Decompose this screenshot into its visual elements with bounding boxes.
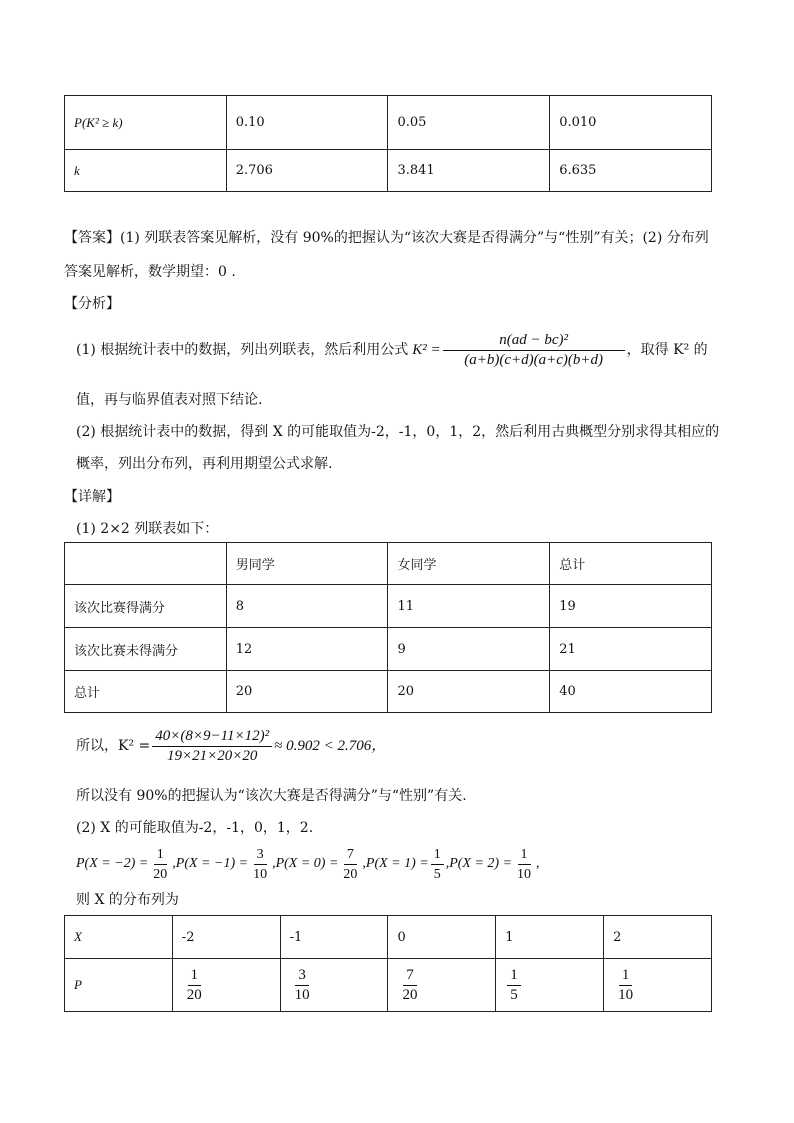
distribution-table xyxy=(64,915,712,1012)
prob-lhs: P(X = −2) = xyxy=(76,856,149,871)
dist-p-num: 1 xyxy=(619,967,633,986)
dist-p-cell xyxy=(388,959,496,1012)
crit-p-cell: 0.10 xyxy=(226,96,388,150)
table-cell: 19 xyxy=(550,585,712,628)
analysis-line-1-post: ，取得 K² 的 xyxy=(626,342,708,358)
calc-prefix: 所以，K² = xyxy=(76,738,151,754)
dist-p-den: 20 xyxy=(186,986,202,1003)
table-cell: 21 xyxy=(550,628,712,671)
prob-den: 20 xyxy=(153,866,168,882)
table-row xyxy=(65,671,712,713)
crit-p-cell: 0.010 xyxy=(550,96,712,150)
analysis-line-2: 值，再与临界值表对照下结论. xyxy=(76,392,263,408)
table-cell: 11 xyxy=(388,585,550,628)
k2-calculation xyxy=(76,726,386,766)
dist-x-cell: 1 xyxy=(496,916,604,959)
table-row xyxy=(65,585,712,628)
table-row xyxy=(65,959,712,1012)
dist-x-cell: 2 xyxy=(604,916,712,959)
table-cell: 该次比赛得满分 xyxy=(65,585,227,628)
critical-value-table xyxy=(64,95,712,192)
dist-x-label: X xyxy=(65,916,173,959)
prob-fraction xyxy=(431,846,444,883)
table-row xyxy=(65,628,712,671)
dist-p-cell xyxy=(496,959,604,1012)
distribution-label: 则 X 的分布列为 xyxy=(76,892,179,908)
table-cell: 总计 xyxy=(65,671,227,713)
prob-num: 7 xyxy=(344,846,357,865)
crit-p-cell: 0.05 xyxy=(388,96,550,150)
table-cell: 该次比赛未得满分 xyxy=(65,628,227,671)
dist-p-num: 3 xyxy=(295,967,309,986)
table-header-cell: 男同学 xyxy=(226,543,388,585)
crit-row-label-p: P(K² ≥ k) xyxy=(65,96,227,150)
prob-lhs: P(X = −1) = xyxy=(175,856,249,871)
table-header-cell: 女同学 xyxy=(388,543,550,585)
prob-fraction xyxy=(250,846,270,883)
table-cell: 40 xyxy=(550,671,712,713)
calc-conclusion: 所以没有 90%的把握认为“该次大赛是否得满分”与“性别”有关. xyxy=(76,788,467,804)
dist-p-cell xyxy=(172,959,280,1012)
analysis-heading: 【分析】 xyxy=(64,296,120,312)
prob-den: 20 xyxy=(343,866,358,882)
prob-fraction xyxy=(514,846,534,883)
table-cell: 12 xyxy=(226,628,388,671)
prob-den: 10 xyxy=(253,866,268,882)
crit-row-label-k: k xyxy=(65,150,227,192)
dist-p-fraction xyxy=(184,967,205,1004)
dist-p-fraction xyxy=(399,967,420,1004)
prob-lhs: P(X = 1) = xyxy=(365,856,429,871)
calc-denominator: 19×21×20×20 xyxy=(167,747,258,764)
table-cell: 9 xyxy=(388,628,550,671)
dist-p-label: P xyxy=(65,959,173,1012)
dist-p-fraction xyxy=(507,967,521,1004)
answer-line-2: 答案见解析，数学期望：0 . xyxy=(64,264,236,280)
answer-line-1: 【答案】(1) 列联表答案见解析，没有 90%的把握认为“该次大赛是否得满分”与“性别”有关；(2) 分布列 xyxy=(64,230,709,246)
contingency-table xyxy=(64,542,712,713)
analysis-line-1-pre: (1) 根据统计表中的数据，列出列联表，然后利用公式 xyxy=(76,342,409,358)
calc-result: ≈ 0.902 < 2.706， xyxy=(274,738,387,754)
prob-fraction xyxy=(150,846,170,883)
dist-p-fraction xyxy=(615,967,636,1004)
dist-p-cell xyxy=(280,959,388,1012)
calc-numerator: 40×(8×9−11×12)² xyxy=(152,728,272,747)
analysis-line-3: (2) 根据统计表中的数据，得到 X 的可能取值为-2，-1，0，1，2，然后利用古典概型分别求得其相应的 xyxy=(76,424,720,440)
dist-p-fraction xyxy=(292,967,313,1004)
prob-num: 1 xyxy=(154,846,167,865)
dist-x-cell: -2 xyxy=(172,916,280,959)
table-cell: 20 xyxy=(226,671,388,713)
part2-intro: (2) X 的可能取值为-2，-1，0，1，2. xyxy=(76,820,314,836)
dist-p-den: 10 xyxy=(294,986,310,1003)
dist-p-den: 5 xyxy=(510,986,518,1003)
probability-line: P(X = −2) = $\frac{1}{20}$ , P(X = −1) = $\frac{3}{10}$ , P(X = 0) = $\frac{7}{20}$ , P(X = 1) = $\frac{1}{5}$ , P(X = 2) = $\frac{1}{10}$ , xyxy=(76,844,540,884)
detail-heading: 【详解】 xyxy=(64,489,120,505)
dist-p-num: 1 xyxy=(507,967,521,986)
crit-k-cell: 2.706 xyxy=(226,150,388,192)
table-header-cell xyxy=(65,543,227,585)
table-cell: 8 xyxy=(226,585,388,628)
prob-fraction xyxy=(340,846,360,883)
calc-fraction xyxy=(152,728,272,765)
dist-p-num: 7 xyxy=(403,967,417,986)
crit-k-cell: 3.841 xyxy=(388,150,550,192)
table-row xyxy=(65,916,712,959)
prob-num: 1 xyxy=(431,846,444,865)
crit-k-cell: 6.635 xyxy=(550,150,712,192)
formula-denominator: (a+b)(c+d)(a+c)(b+d) xyxy=(464,351,604,368)
prob-num: 3 xyxy=(254,846,267,865)
dist-x-cell: -1 xyxy=(280,916,388,959)
formula-lhs: K² = xyxy=(412,342,441,358)
prob-num: 1 xyxy=(518,846,531,865)
detail-intro: (1) 2×2 列联表如下： xyxy=(76,521,219,537)
prob-lhs: P(X = 2) = xyxy=(449,856,513,871)
dist-p-den: 10 xyxy=(618,986,634,1003)
dist-p-den: 20 xyxy=(402,986,418,1003)
analysis-line-4: 概率，列出分布列，再利用期望公式求解. xyxy=(76,456,333,472)
formula-numerator: n(ad − bc)² xyxy=(443,332,625,351)
prob-lhs: P(X = 0) = xyxy=(275,856,339,871)
analysis-line-1 xyxy=(76,330,708,370)
dist-x-cell: 0 xyxy=(388,916,496,959)
prob-den: 5 xyxy=(433,866,441,882)
dist-p-cell xyxy=(604,959,712,1012)
dist-p-num: 1 xyxy=(188,967,202,986)
table-header-cell: 总计 xyxy=(550,543,712,585)
table-cell: 20 xyxy=(388,671,550,713)
prob-den: 10 xyxy=(517,866,532,882)
formula-fraction xyxy=(443,332,625,369)
